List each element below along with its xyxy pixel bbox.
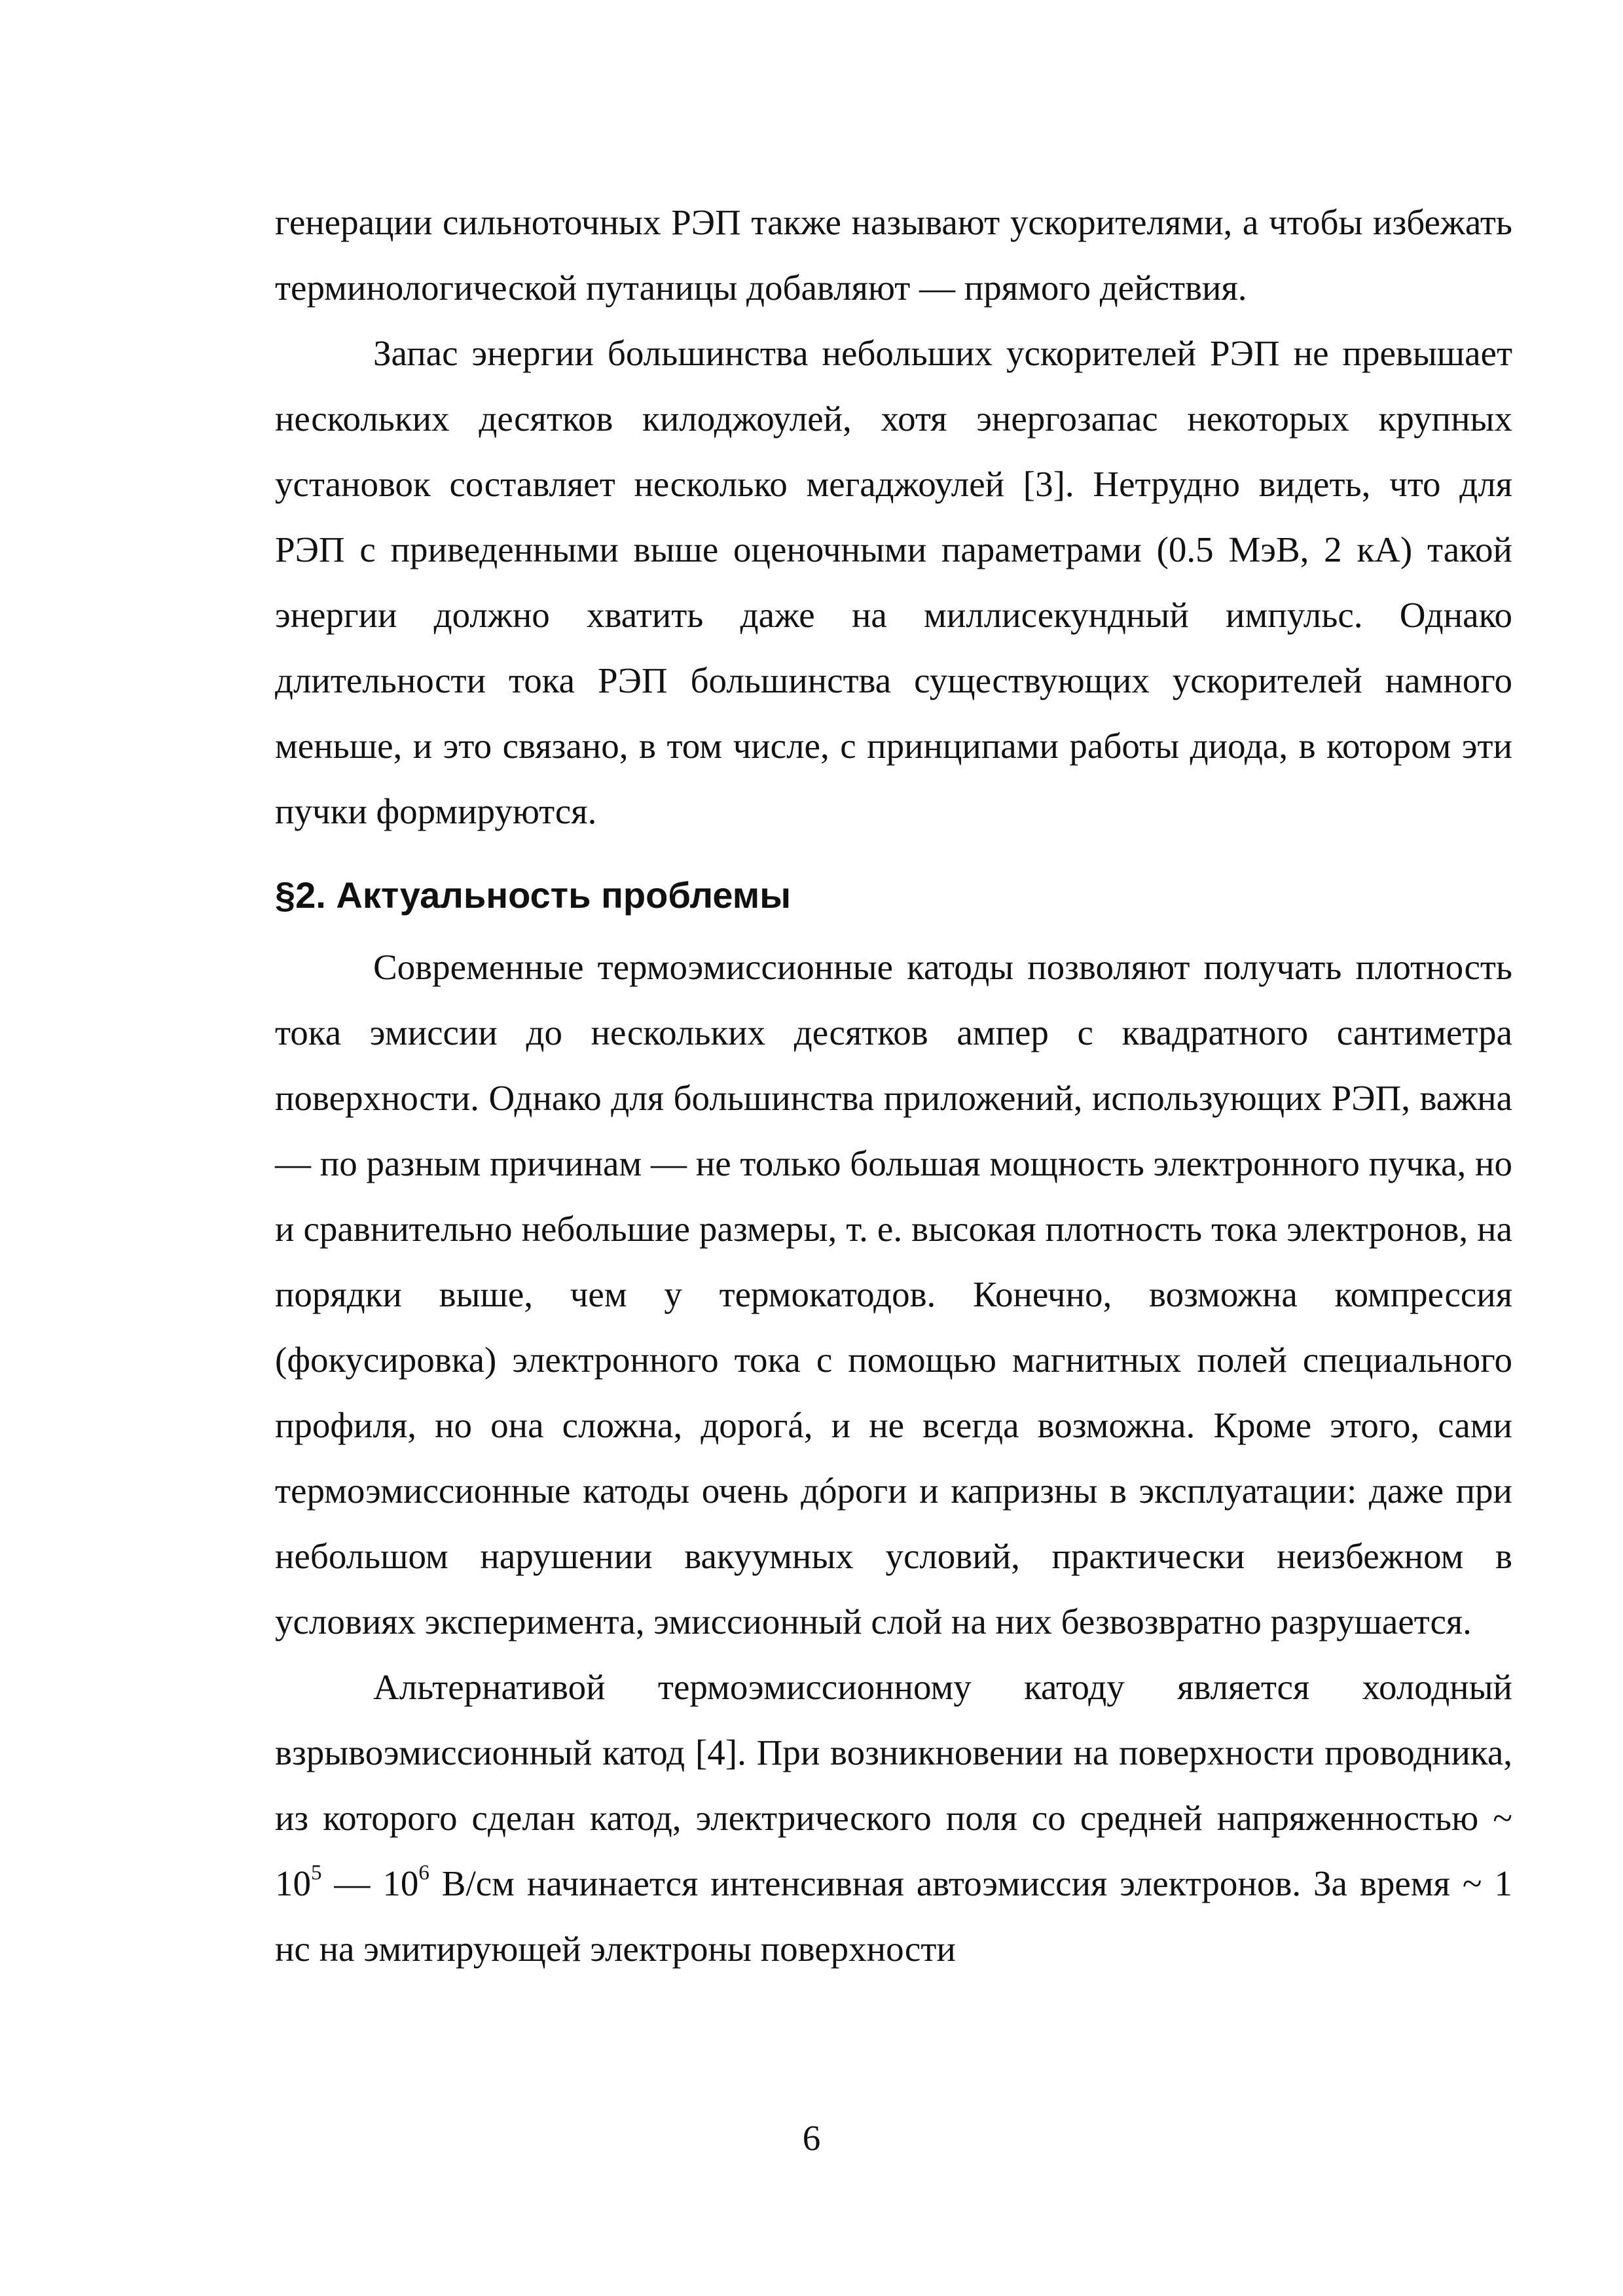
paragraph-text-part: — 10 (321, 1863, 419, 1903)
superscript-exponent: 6 (418, 1861, 429, 1885)
paragraph-text-part: В/см начинается интенсивная автоэмиссия электронов. За время ~ 1 нс на эмитирующей электроны поверхности (275, 1863, 1512, 1969)
section-heading: §2. Актуальность проблемы (275, 874, 792, 916)
paragraph-energy-reserve: Запас энергии большинства небольших ускорителей РЭП не превышает нескольких десятков килоджоулей, хотя энергозапас некоторых крупных установок составляет несколько мегаджоулей [3]. Нетрудно видеть, что для РЭП с приведенными выше оценочными параметрами (0.5 МэВ, 2 кА) такой энергии должно хватить даже на миллисекундный импульс. Однако длительности тока РЭП большинства существующих ускорителей намного меньше, и это связано, в том числе, с принципами работы диода, в котором эти пучки формируются. (275, 333, 1512, 831)
paragraph-thermionic-cathodes: Современные термоэмиссионные катоды позволяют получать плотность тока эмиссии до нескольких десятков ампер с квадратного сантиметра поверхности. Однако для большинства приложений, использующих РЭП, важна — по разным причинам — не только большая мощность электронного пучка, но и сравнительно небольшие размеры, т. е. высокая плотность тока электронов, на порядки выше, чем у термокатодов. Конечно, возможна компрессия (фокусировка) электронного тока с помощью магнитных полей специального профиля, но она сложна, дорогá, и не всегда возможна. Кроме этого, сами термоэмиссионные катоды очень дóроги и капризны в эксплуатации: даже при небольшом нарушении вакуумных условий, практически неизбежном в условиях эксперимента, эмиссионный слой на них безвозвратно разрушается. (275, 947, 1512, 1641)
paragraph-text-part: Альтернативой термоэмиссионному катоду является холодный взрывоэмиссионный катод [4]. При возникновении на поверхности проводника, из которого сделан катод, электрического поля со средней напряженностью ~ 10 (275, 1667, 1512, 1903)
superscript-exponent: 5 (311, 1861, 322, 1885)
page-number: 6 (802, 2118, 821, 2158)
document-page (275, 190, 1512, 1982)
paragraph-intro-continuation: генерации сильноточных РЭП также называют ускорителями, а чтобы избежать терминологической путаницы добавляют — прямого действия. (275, 202, 1512, 308)
paragraph-explosive-emission (275, 1655, 1512, 1982)
